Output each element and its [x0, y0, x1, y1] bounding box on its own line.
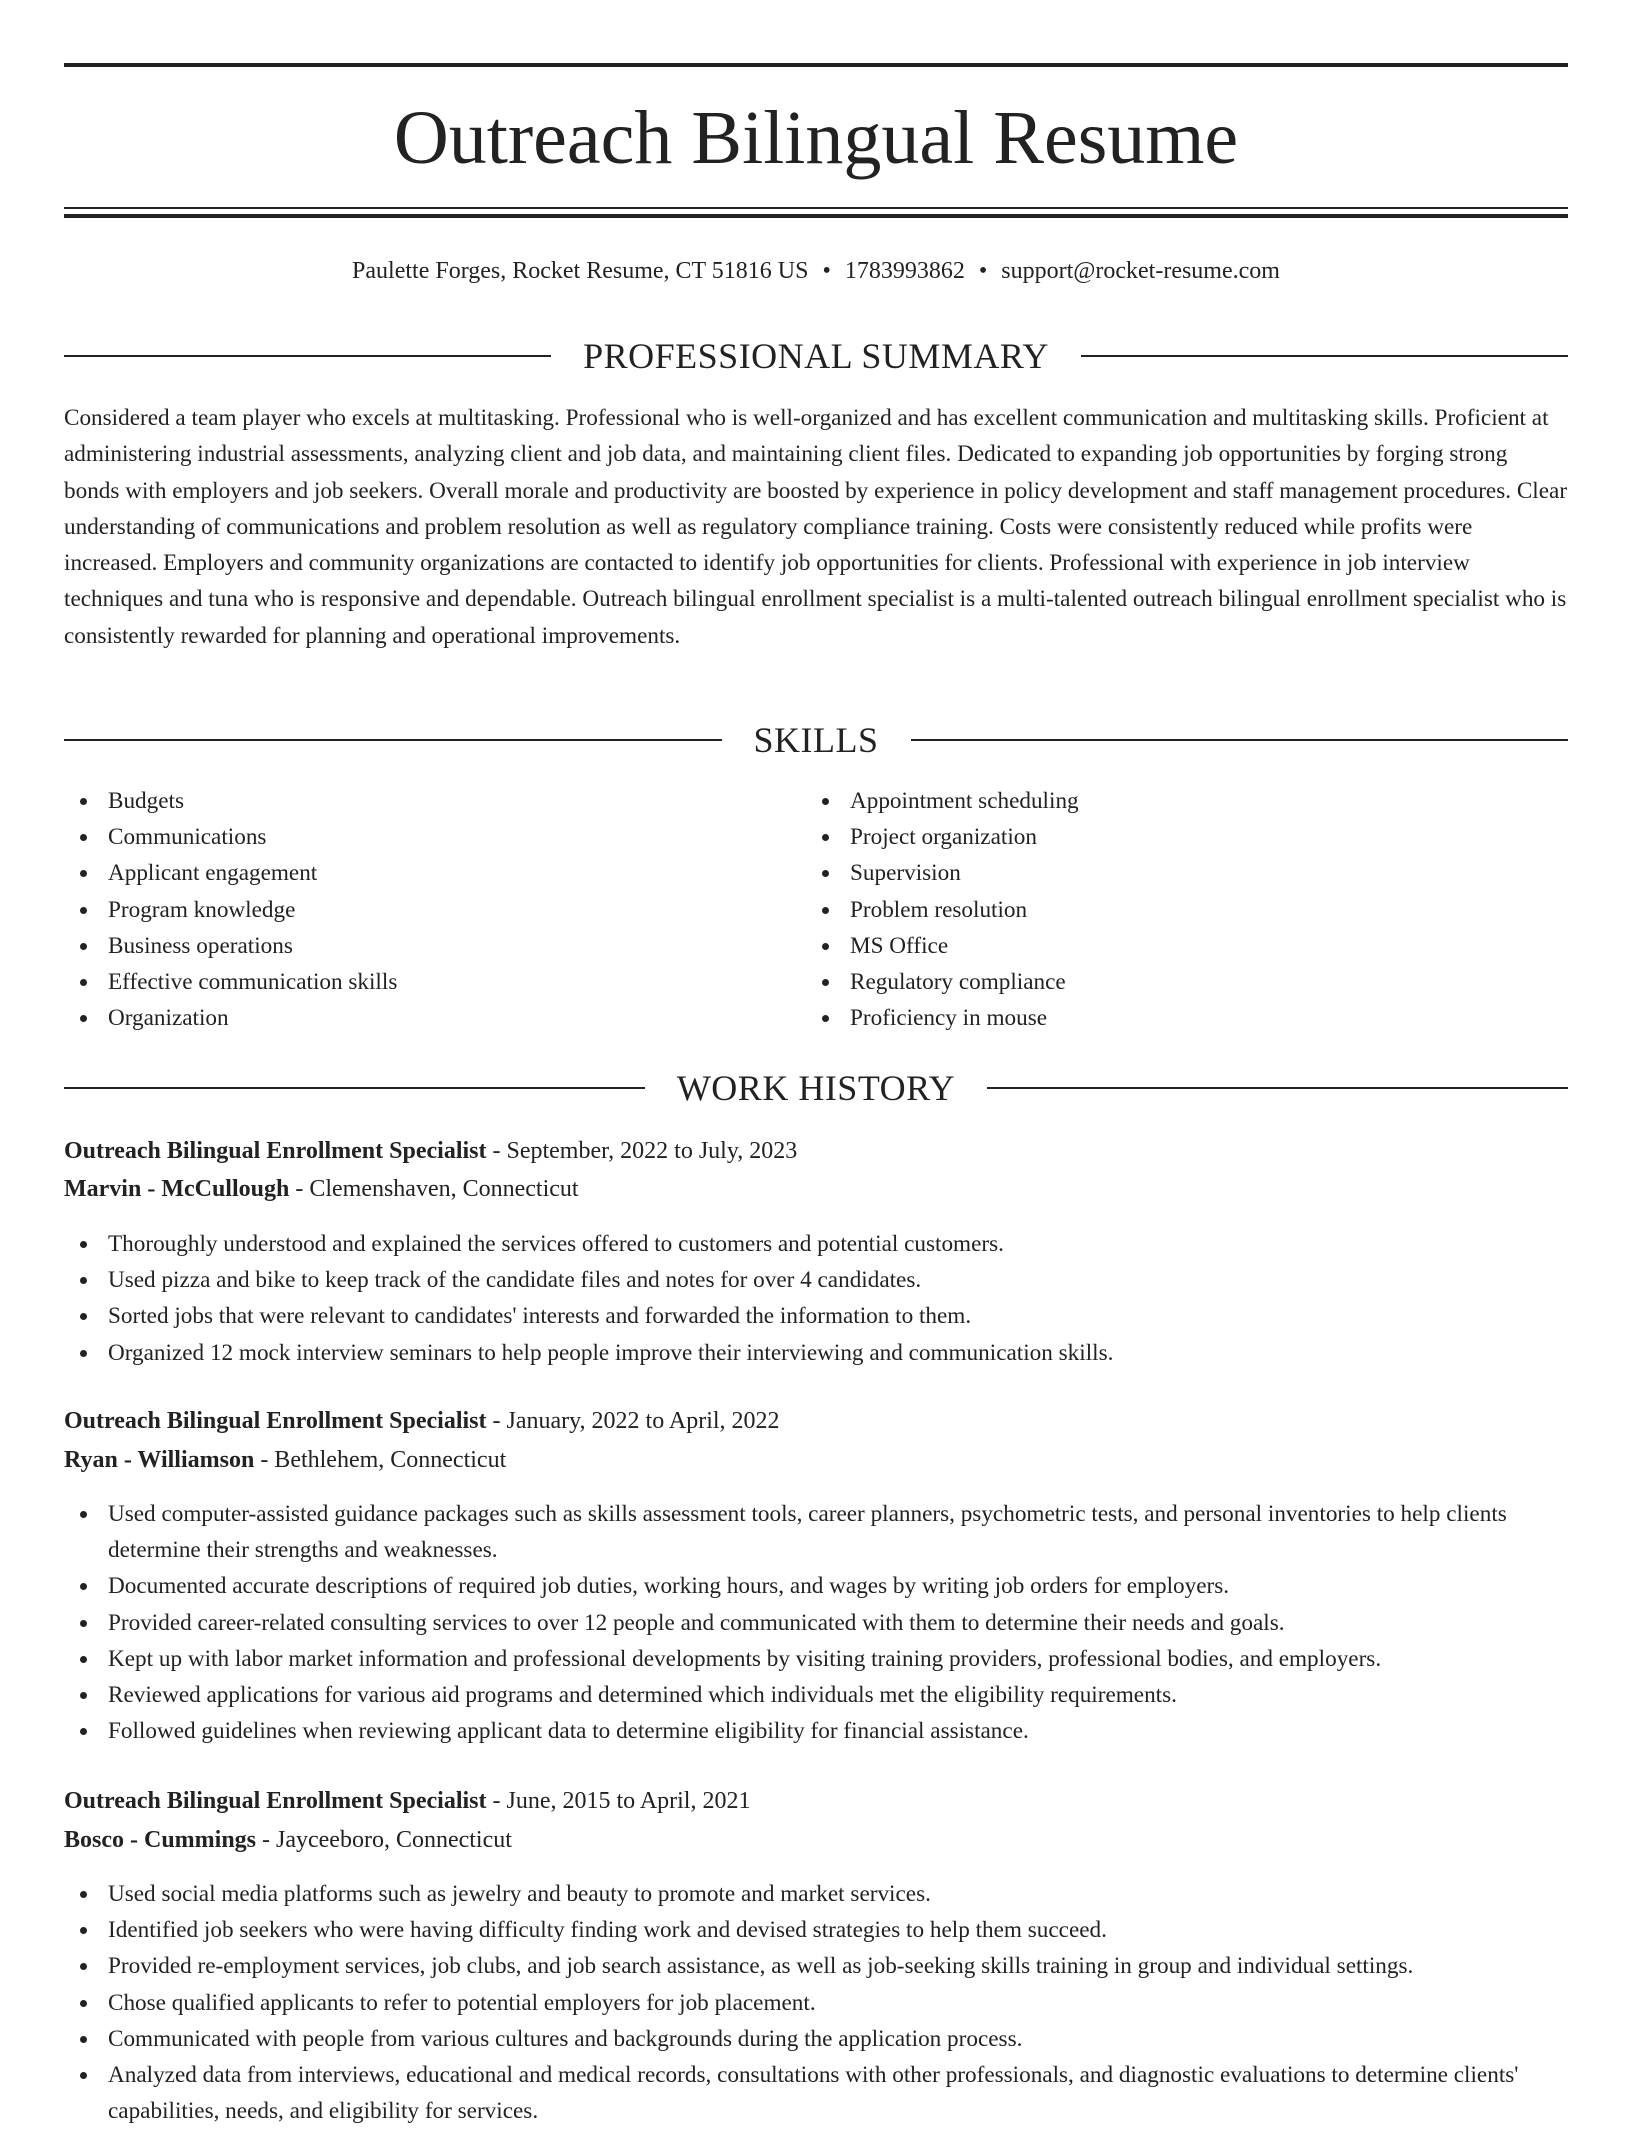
contact-email: support@rocket-resume.com [1001, 258, 1280, 284]
skill-item: Problem resolution [806, 892, 1546, 928]
job-duty: Reviewed applications for various aid programs and determined which individuals met the eligibility requirements. [64, 1677, 1568, 1713]
skill-item: Communications [64, 819, 804, 855]
section-divider [64, 355, 551, 357]
summary-text: Considered a team player who excels at multitasking. Professional who is well-organized and has excellent communication and multitasking skills. Proficient at administering industrial assessments, analyzing client and job data, and maintaining client files. Dedicated to expanding job opportunities by forging strong bonds with employers and job seekers. Overall morale and productivity are boosted by experience in policy development and staff management procedures. Clear understanding of communications and problem resolution as well as regulatory compliance training. Costs were consistently reduced while profits were increased. Employers and community organizations are contacted to identify job opportunities for clients. Professional with experience in job interview techniques and tuna who is responsive and dependable. Outreach bilingual enrollment specialist is a multi-talented outreach bilingual enrollment specialist who is consistently rewarded for planning and operational improvements. [64, 405, 1568, 649]
job-duty: Used computer-assisted guidance packages such as skills assessment tools, career planners, psychometric tests, and personal inventories to help clients determine their strengths and weaknesses. [64, 1496, 1568, 1568]
job-employer: Ryan - Williamson [64, 1447, 255, 1473]
job-duty: Communicated with people from various cultures and backgrounds during the application process. [64, 2021, 1568, 2057]
contact-separator: • [822, 258, 831, 284]
job-duty: Used social media platforms such as jewelry and beauty to promote and market services. [64, 1876, 1568, 1912]
job-title: Outreach Bilingual Enrollment Specialist [64, 1788, 487, 1814]
job-dates: - September, 2022 to July, 2023 [486, 1138, 798, 1164]
job-title-line [64, 1403, 1568, 1439]
section-divider [1081, 355, 1568, 357]
work-history-section-header [64, 1066, 1568, 1110]
job-employer-line [64, 1171, 1568, 1207]
title-underline-upper [64, 207, 1568, 209]
job-dates: - January, 2022 to April, 2022 [486, 1408, 780, 1434]
work-history-heading: WORK HISTORY [676, 1068, 956, 1108]
section-divider [64, 1087, 645, 1089]
job-duties-list [64, 1226, 1568, 1371]
job-location: - Bethlehem, Connecticut [254, 1447, 507, 1473]
job-duty: Organized 12 mock interview seminars to help people improve their interviewing and communication skills. [64, 1335, 1568, 1371]
job-duty: Sorted jobs that were relevant to candidates' interests and forwarded the information to them. [64, 1298, 1568, 1334]
skills-section-header [64, 718, 1568, 762]
contact-line [64, 254, 1568, 288]
job-title: Outreach Bilingual Enrollment Specialist [64, 1408, 487, 1434]
job-duty: Thoroughly understood and explained the services offered to customers and potential customers. [64, 1226, 1568, 1262]
job-employer: Marvin - McCullough [64, 1176, 290, 1202]
section-divider [64, 739, 722, 741]
job-duties-list [64, 1876, 1568, 2129]
skill-item: Regulatory compliance [806, 964, 1546, 1000]
resume-title: Outreach Bilingual Resume [393, 96, 1239, 180]
contact-separator: • [978, 258, 988, 284]
skill-item: Program knowledge [64, 892, 804, 928]
job-duty: Documented accurate descriptions of required job duties, working hours, and wages by writing job orders for employers. [64, 1568, 1568, 1604]
job-title: Outreach Bilingual Enrollment Specialist [64, 1138, 487, 1164]
summary-heading: PROFESSIONAL SUMMARY [583, 336, 1049, 376]
skill-item: Effective communication skills [64, 964, 804, 1000]
contact-phone: 1783993862 [844, 258, 965, 284]
job-title-line [64, 1783, 1568, 1819]
skill-item: MS Office [806, 928, 1546, 964]
job-duty: Used pizza and bike to keep track of the candidate files and notes for over 4 candidates. [64, 1262, 1568, 1298]
skills-heading: SKILLS [753, 720, 879, 760]
summary-section-header [64, 334, 1568, 378]
job-employer-line [64, 1822, 1568, 1858]
job-title-line [64, 1133, 1568, 1169]
job-duty: Provided career-related consulting services to over 12 people and communicated with them to determine their needs and goals. [64, 1605, 1568, 1641]
job-employer: Bosco - Cummings [64, 1827, 257, 1853]
job-duty: Analyzed data from interviews, educational and medical records, consultations with other professionals, and diagnostic evaluations to determine clients' capabilities, needs, and eligibility for services. [64, 2057, 1568, 2129]
job-duty: Followed guidelines when reviewing applicant data to determine eligibility for financial assistance. [64, 1713, 1568, 1749]
skill-item: Project organization [806, 819, 1546, 855]
job-location: - Jayceeboro, Connecticut [256, 1827, 512, 1853]
job-duty: Kept up with labor market information and professional developments by visiting training providers, professional bodies, and employers. [64, 1641, 1568, 1677]
contact-address: Paulette Forges, Rocket Resume, CT 51816 US [352, 258, 809, 284]
section-divider [911, 739, 1569, 741]
skills-list-left [64, 783, 804, 1036]
top-rule [64, 63, 1568, 67]
skill-item: Supervision [806, 855, 1546, 891]
skill-item: Applicant engagement [64, 855, 804, 891]
job-duty: Identified job seekers who were having difficulty finding work and devised strategies to help them succeed. [64, 1912, 1568, 1948]
job-dates: - June, 2015 to April, 2021 [486, 1788, 751, 1814]
skill-item: Business operations [64, 928, 804, 964]
title-underline-lower [64, 214, 1568, 218]
skill-item: Organization [64, 1000, 804, 1036]
job-duty: Provided re-employment services, job clubs, and job search assistance, as well as job-seeking skills training in group and individual settings. [64, 1948, 1568, 1984]
job-employer-line [64, 1442, 1568, 1478]
skill-item: Appointment scheduling [806, 783, 1546, 819]
job-location: - Clemenshaven, Connecticut [289, 1176, 579, 1202]
job-duties-list [64, 1496, 1568, 1749]
skills-list-right [806, 783, 1546, 1036]
skill-item: Budgets [64, 783, 804, 819]
job-duty: Chose qualified applicants to refer to potential employers for job placement. [64, 1985, 1568, 2021]
skill-item: Proficiency in mouse [806, 1000, 1546, 1036]
section-divider [987, 1087, 1568, 1089]
